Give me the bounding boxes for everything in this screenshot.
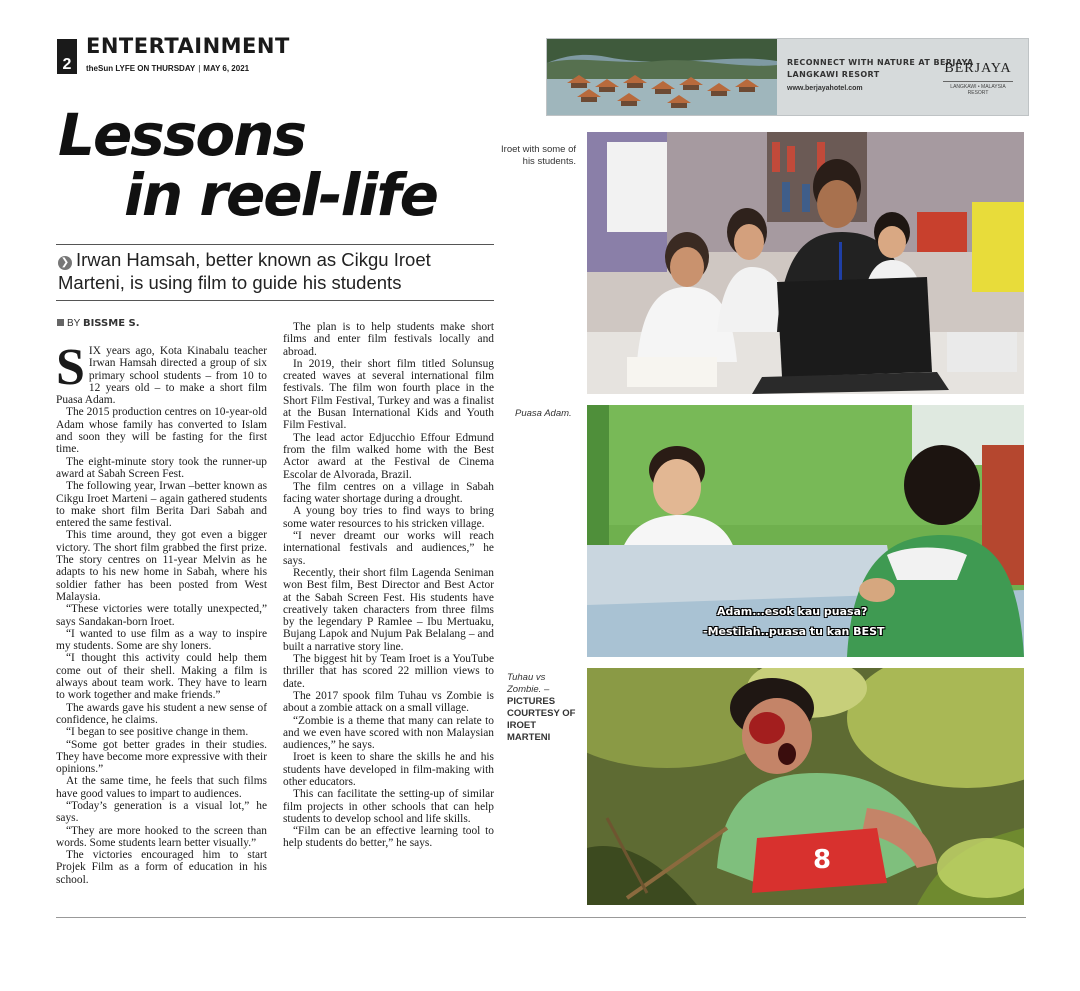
publication-name: theSun LYFE ON THURSDAY: [86, 64, 196, 73]
zombie-film-still: [587, 668, 1024, 905]
article-column-2: [283, 321, 494, 850]
jersey-number: 8: [813, 845, 832, 875]
paragraph: The plan is to help students make short films and enter film festivals locally and abroad.: [283, 321, 494, 358]
headline-line-2: in reel-life: [124, 161, 437, 229]
page-number-text: 2: [62, 56, 72, 73]
puasa-adam-still: [587, 405, 1024, 657]
deck: [58, 248, 498, 294]
paragraph-text: IX years ago, Kota Kinabalu teacher Irwan Hamsah directed a group of six primary school students – from 10 to 12 years old – to make a short film Puasa Adam.: [56, 345, 267, 407]
byline-prefix: BY: [67, 318, 81, 329]
paragraph: This time around, they got even a bigger victory. The short film grabbed the first prize. The story centres on 11-year Melvin as he adapts to his new home in Sabah, where his soldier father has been posted from West Malaysia.: [56, 529, 267, 603]
paragraph: [56, 339, 267, 407]
ad-url[interactable]: www.berjayahotel.com: [787, 85, 863, 92]
paragraph: “They are more hooked to the screen than words. Some students learn better visually.”: [56, 824, 267, 849]
square-bullet-icon: [57, 319, 64, 326]
divider: [56, 917, 1026, 918]
paragraph: “I thought this activity could help them come out of their shell. Making a film is always about team work. They have to learn to work together and make friends.”: [56, 652, 267, 702]
paragraph: This can facilitate the setting-up of similar film projects in other schools that can help students to develop school and life skills.: [283, 788, 494, 825]
photo-tuhau-vs-zombie: [587, 668, 1024, 905]
film-subtitle-line-1: Adam...esok kau puasa?: [717, 605, 868, 618]
caption-title: Tuhau vs Zombie. –: [507, 672, 550, 695]
deck-text: Irwan Hamsah, better known as Cikgu Iroet Marteni, is using film to guide his students: [58, 249, 431, 293]
photo-puasa-adam: [587, 405, 1024, 657]
photo-caption-2: Puasa Adam.: [515, 408, 572, 419]
paragraph: The following year, Irwan –better known as Cikgu Iroet Marteni – again gathered students to make short film Berita Dari Sabah and entered the same festival.: [56, 480, 267, 530]
paragraph: The film centres on a village in Sabah facing water shortage during a drought.: [283, 480, 494, 506]
paragraph: “These victories were totally unexpected,” says Sandakan-born Iroet.: [56, 603, 267, 628]
divider: [56, 300, 494, 301]
paragraph: “Film can be an effective learning tool to help students do better,” he says.: [283, 825, 494, 850]
paragraph: At the same time, he feels that such films have good values to impart to audiences.: [56, 775, 267, 800]
chevron-right-icon: ❯: [58, 256, 72, 270]
paragraph: Iroet is keen to share the skills he and his students have developed in film-making with other educators.: [283, 751, 494, 788]
paragraph: In 2019, their short film titled Solunsug created waves at several international film festivals. The film won fourth place in the Short Film Festival, Turkey and was a finalist at the Busan International Kids and Youth Film Festival.: [283, 357, 494, 432]
paragraph: The biggest hit by Team Iroet is a YouTube thriller that has scored 22 million views to date.: [283, 653, 494, 690]
resort-photo: [547, 39, 777, 115]
paragraph: “Today’s generation is a visual lot,” he says.: [56, 799, 267, 825]
photo-caption-3: [507, 672, 579, 744]
paragraph: “Zombie is a theme that many can relate to and we even have scored with non Malaysian audiences,” he says.: [283, 714, 494, 752]
paragraph: “I began to see positive change in them.: [66, 726, 249, 739]
paragraph: “I never dreamt our works will reach international festivals and audiences,” he says.: [283, 530, 494, 567]
drop-cap: S: [56, 339, 85, 396]
ad-headline: RECONNECT WITH NATURE AT BERJAYA LANGKAWI RESORT: [787, 58, 974, 79]
paragraph: Recently, their short film Lagenda Seniman won Best film, Best Director and Best Actor at the Sabah Screen Fest. His students have creatively taken characters from three films by the legendary P Ramlee – Ibu Mertuaku, Bujang Lapok and Nujum Pak Belalang – and built a narrative story line.: [283, 566, 494, 653]
article-column-1: [56, 339, 267, 886]
paragraph: The lead actor Edjucchio Effour Edmund from the film walked home with the Best Actor award at the Festival de Cinema Escolar de Alvorada, Brazil.: [283, 431, 494, 481]
byline: [57, 318, 140, 329]
headline-line-1: Lessons: [58, 101, 305, 169]
photo-teacher-with-students: [587, 132, 1024, 394]
publication-date: MAY 6, 2021: [203, 64, 250, 73]
divider: [56, 244, 494, 245]
paragraph: The awards gave his student a new sense of confidence, he claims.: [56, 701, 267, 726]
section-title: ENTERTAINMENT: [86, 34, 290, 58]
publication-line: theSun LYFE ON THURSDAY | MAY 6, 2021: [86, 64, 250, 73]
advertisement-banner[interactable]: [546, 38, 1029, 116]
film-subtitle-line-2: -Mestilah..puasa tu kan BEST: [703, 625, 885, 638]
photo-credit: PICTURES COURTESY OF IROET MARTENI: [507, 696, 576, 743]
paragraph: “I wanted to use film as a way to inspire my students. Some are shy loners.: [56, 627, 267, 653]
paragraph: The 2015 production centres on 10-year-old Adam whose family has converted to Islam and soon they will be fasting for the first time.: [56, 406, 267, 456]
classroom-illustration: [587, 132, 1024, 394]
paragraph: The 2017 spook film Tuhau vs Zombie is about a zombie attack on a small village.: [283, 689, 494, 715]
photo-caption-1: Iroet with some of his students.: [501, 144, 576, 167]
paragraph: “Some got better grades in their studies. They have become more expressive with their opinions.”: [56, 738, 267, 776]
byline-author: BISSME S.: [82, 318, 140, 329]
paragraph: The eight-minute story took the runner-up award at Sabah Screen Fest.: [56, 455, 267, 480]
ad-brand-logo: BERJAYA: [944, 61, 1012, 76]
paragraph: The victories encouraged him to start Projek Film as a form of education in his school.: [56, 849, 267, 886]
paragraph: A young boy tries to find ways to bring some water resources to his stricken village.: [283, 505, 494, 530]
ad-brand-subtitle: LANGKAWI • MALAYSIA RESORT: [943, 81, 1013, 96]
page-number: [57, 39, 77, 74]
